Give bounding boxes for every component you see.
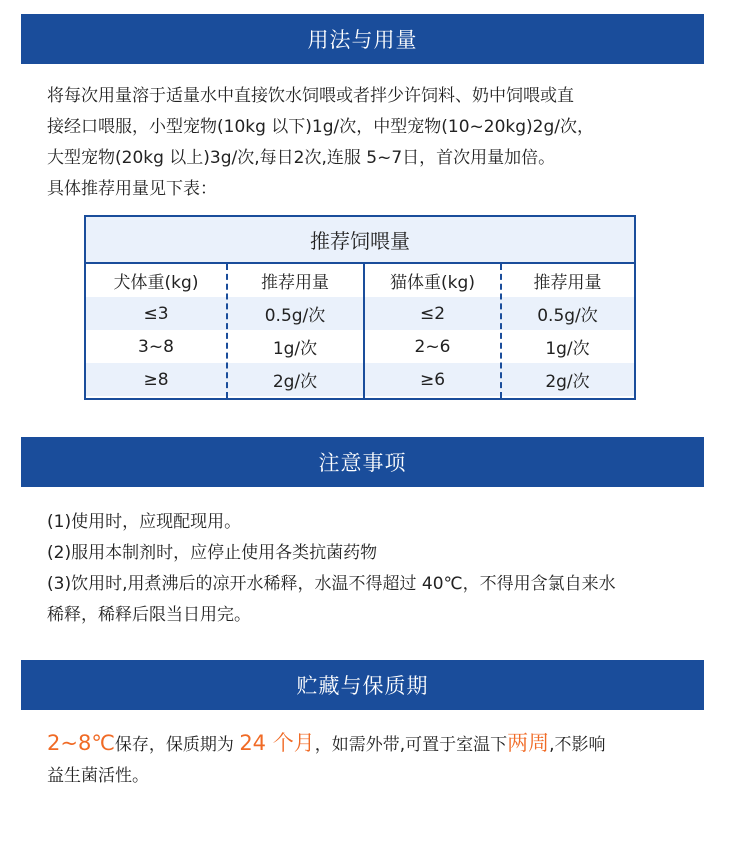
table-row [86, 330, 634, 363]
header-cat-dose: 推荐用量 [533, 273, 602, 293]
storage-title: 贮藏与保质期 [296, 674, 429, 698]
precaution-item-3-line-2: 稀释，稀释后限当日用完。 [47, 605, 251, 625]
precaution-item-2: (2)服用本制剂时，应停止使用各类抗菌药物 [47, 543, 378, 563]
dosage-table-header-row [86, 264, 634, 297]
table-row [86, 363, 634, 396]
storage-text [47, 728, 707, 792]
storage-text-c: ,不影响 [549, 735, 606, 755]
header-dog-dose: 推荐用量 [261, 273, 329, 293]
precaution-item-3-line-1: (3)饮用时,用煮沸后的凉开水稀释，水温不得超过 40℃，不得用含氯自来水 [47, 574, 616, 594]
usage-line-1: 将每次用量溶于适量水中直接饮水饲喂或者拌少许饲料、奶中饲喂或直 [47, 86, 574, 106]
dog-dose-cell: 2g/次 [272, 372, 318, 392]
shelf-life-months: 24 个月 [239, 731, 315, 755]
cat-weight-cell: 2~6 [414, 336, 451, 357]
precautions-banner [21, 437, 704, 487]
usage-line-3: 大型宠物(20kg 以上)3g/次,每日2次,连服 5~7日，首次用量加倍。 [47, 148, 556, 168]
dog-dose-cell: 1g/次 [272, 339, 318, 359]
usage-dosage-title: 用法与用量 [307, 28, 418, 52]
usage-line-4: 具体推荐用量见下表： [47, 179, 217, 199]
storage-text-b: ，如需外带,可置于室温下 [314, 735, 508, 755]
dog-dose-cell: 0.5g/次 [264, 306, 326, 326]
dog-weight-cell: ≥8 [143, 369, 169, 390]
precautions-list [47, 507, 707, 631]
cat-weight-cell: ≥6 [419, 369, 446, 390]
table-row [86, 297, 634, 330]
precautions-title: 注意事项 [318, 451, 407, 475]
dosage-table-title: 推荐饲喂量 [86, 217, 634, 264]
header-cat-weight: 猫体重(kg) [390, 273, 475, 293]
cat-dose-cell: 0.5g/次 [537, 306, 598, 326]
usage-line-2: 接经口喂服，小型宠物(10kg 以下)1g/次，中型宠物(10~20kg)2g/次， [47, 117, 595, 137]
usage-paragraph [47, 81, 707, 205]
cat-dose-cell: 2g/次 [545, 372, 590, 392]
storage-line-2: 益生菌活性。 [47, 766, 149, 786]
storage-banner [21, 660, 704, 710]
storage-temperature: 2~8℃ [47, 731, 115, 755]
storage-line-1 [47, 728, 707, 761]
dog-weight-cell: ≤3 [143, 303, 169, 324]
usage-dosage-banner [21, 14, 704, 64]
dosage-table [84, 215, 636, 400]
dog-weight-cell: 3~8 [138, 336, 174, 357]
column-divider-dashed [226, 264, 228, 398]
cat-weight-cell: ≤2 [419, 303, 446, 324]
storage-text-a: 保存，保质期为 [114, 735, 240, 755]
column-divider-dashed [500, 264, 502, 398]
cat-dose-cell: 1g/次 [545, 339, 590, 359]
room-temp-duration: 两周 [507, 731, 550, 755]
column-divider-solid [363, 264, 365, 398]
header-dog-weight: 犬体重(kg) [113, 273, 199, 293]
precaution-item-1: (1)使用时，应现配现用。 [47, 512, 242, 532]
